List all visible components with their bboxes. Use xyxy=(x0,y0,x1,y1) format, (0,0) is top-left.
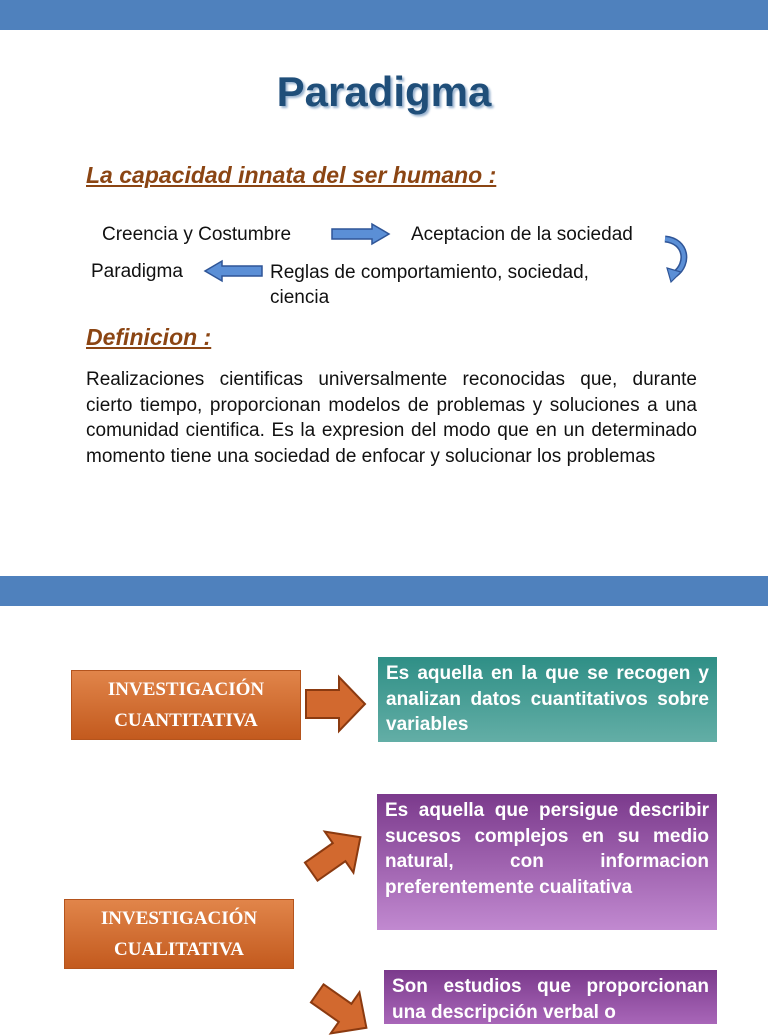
label-investigacion-cualitativa xyxy=(64,899,294,969)
block-arrow-up-right-icon xyxy=(300,820,370,890)
flow-reglas-line2: ciencia xyxy=(270,287,330,308)
right-arrow-icon xyxy=(331,223,391,245)
cualitativa-line1: INVESTIGACIÓN xyxy=(100,908,258,929)
block-arrow-down-right-icon xyxy=(306,975,376,1035)
cuantitativa-line2: CUANTITATIVA xyxy=(114,710,258,731)
left-arrow-icon xyxy=(203,260,263,282)
label-investigacion-cuantitativa xyxy=(71,670,301,740)
flow-paradigma: Paradigma xyxy=(91,261,183,282)
curved-arrow-icon xyxy=(663,236,691,284)
top-header-band xyxy=(0,0,768,30)
page-title: Paradigma xyxy=(276,68,492,115)
slide2-header-band xyxy=(0,576,768,606)
definition-text: Realizaciones cientificas universalmente reconocidas que, durante cierto tiempo, proporcionan modelos de problemas y soluciones a una comunidad cientifica. Es la expresion del modo que en un determinado momento tiene una sociedad de enfocar y solucionar los problemas xyxy=(86,369,697,467)
cualitativa-line2: CUALITATIVA xyxy=(114,939,244,960)
definition-heading: Definicion : xyxy=(86,324,212,350)
cuantitativa-line1: INVESTIGACIÓN xyxy=(107,679,265,700)
subtitle-heading: La capacidad innata del ser humano : xyxy=(86,162,497,188)
flow-aceptacion: Aceptacion de la sociedad xyxy=(411,224,633,245)
flow-reglas-line1: Reglas de comportamiento, sociedad, xyxy=(270,262,589,283)
desc-cuantitativa: Es aquella en la que se recogen y analizan datos cuantitativos sobre variables xyxy=(378,657,717,742)
desc-third: Son estudios que proporcionan una descripción verbal o xyxy=(384,970,717,1024)
flow-creencia: Creencia y Costumbre xyxy=(102,224,292,245)
desc-cualitativa: Es aquella que persigue describir sucesos complejos en su medio natural, con informacion preferentemente cualitativa xyxy=(377,794,717,930)
block-arrow-right-icon xyxy=(305,676,367,732)
